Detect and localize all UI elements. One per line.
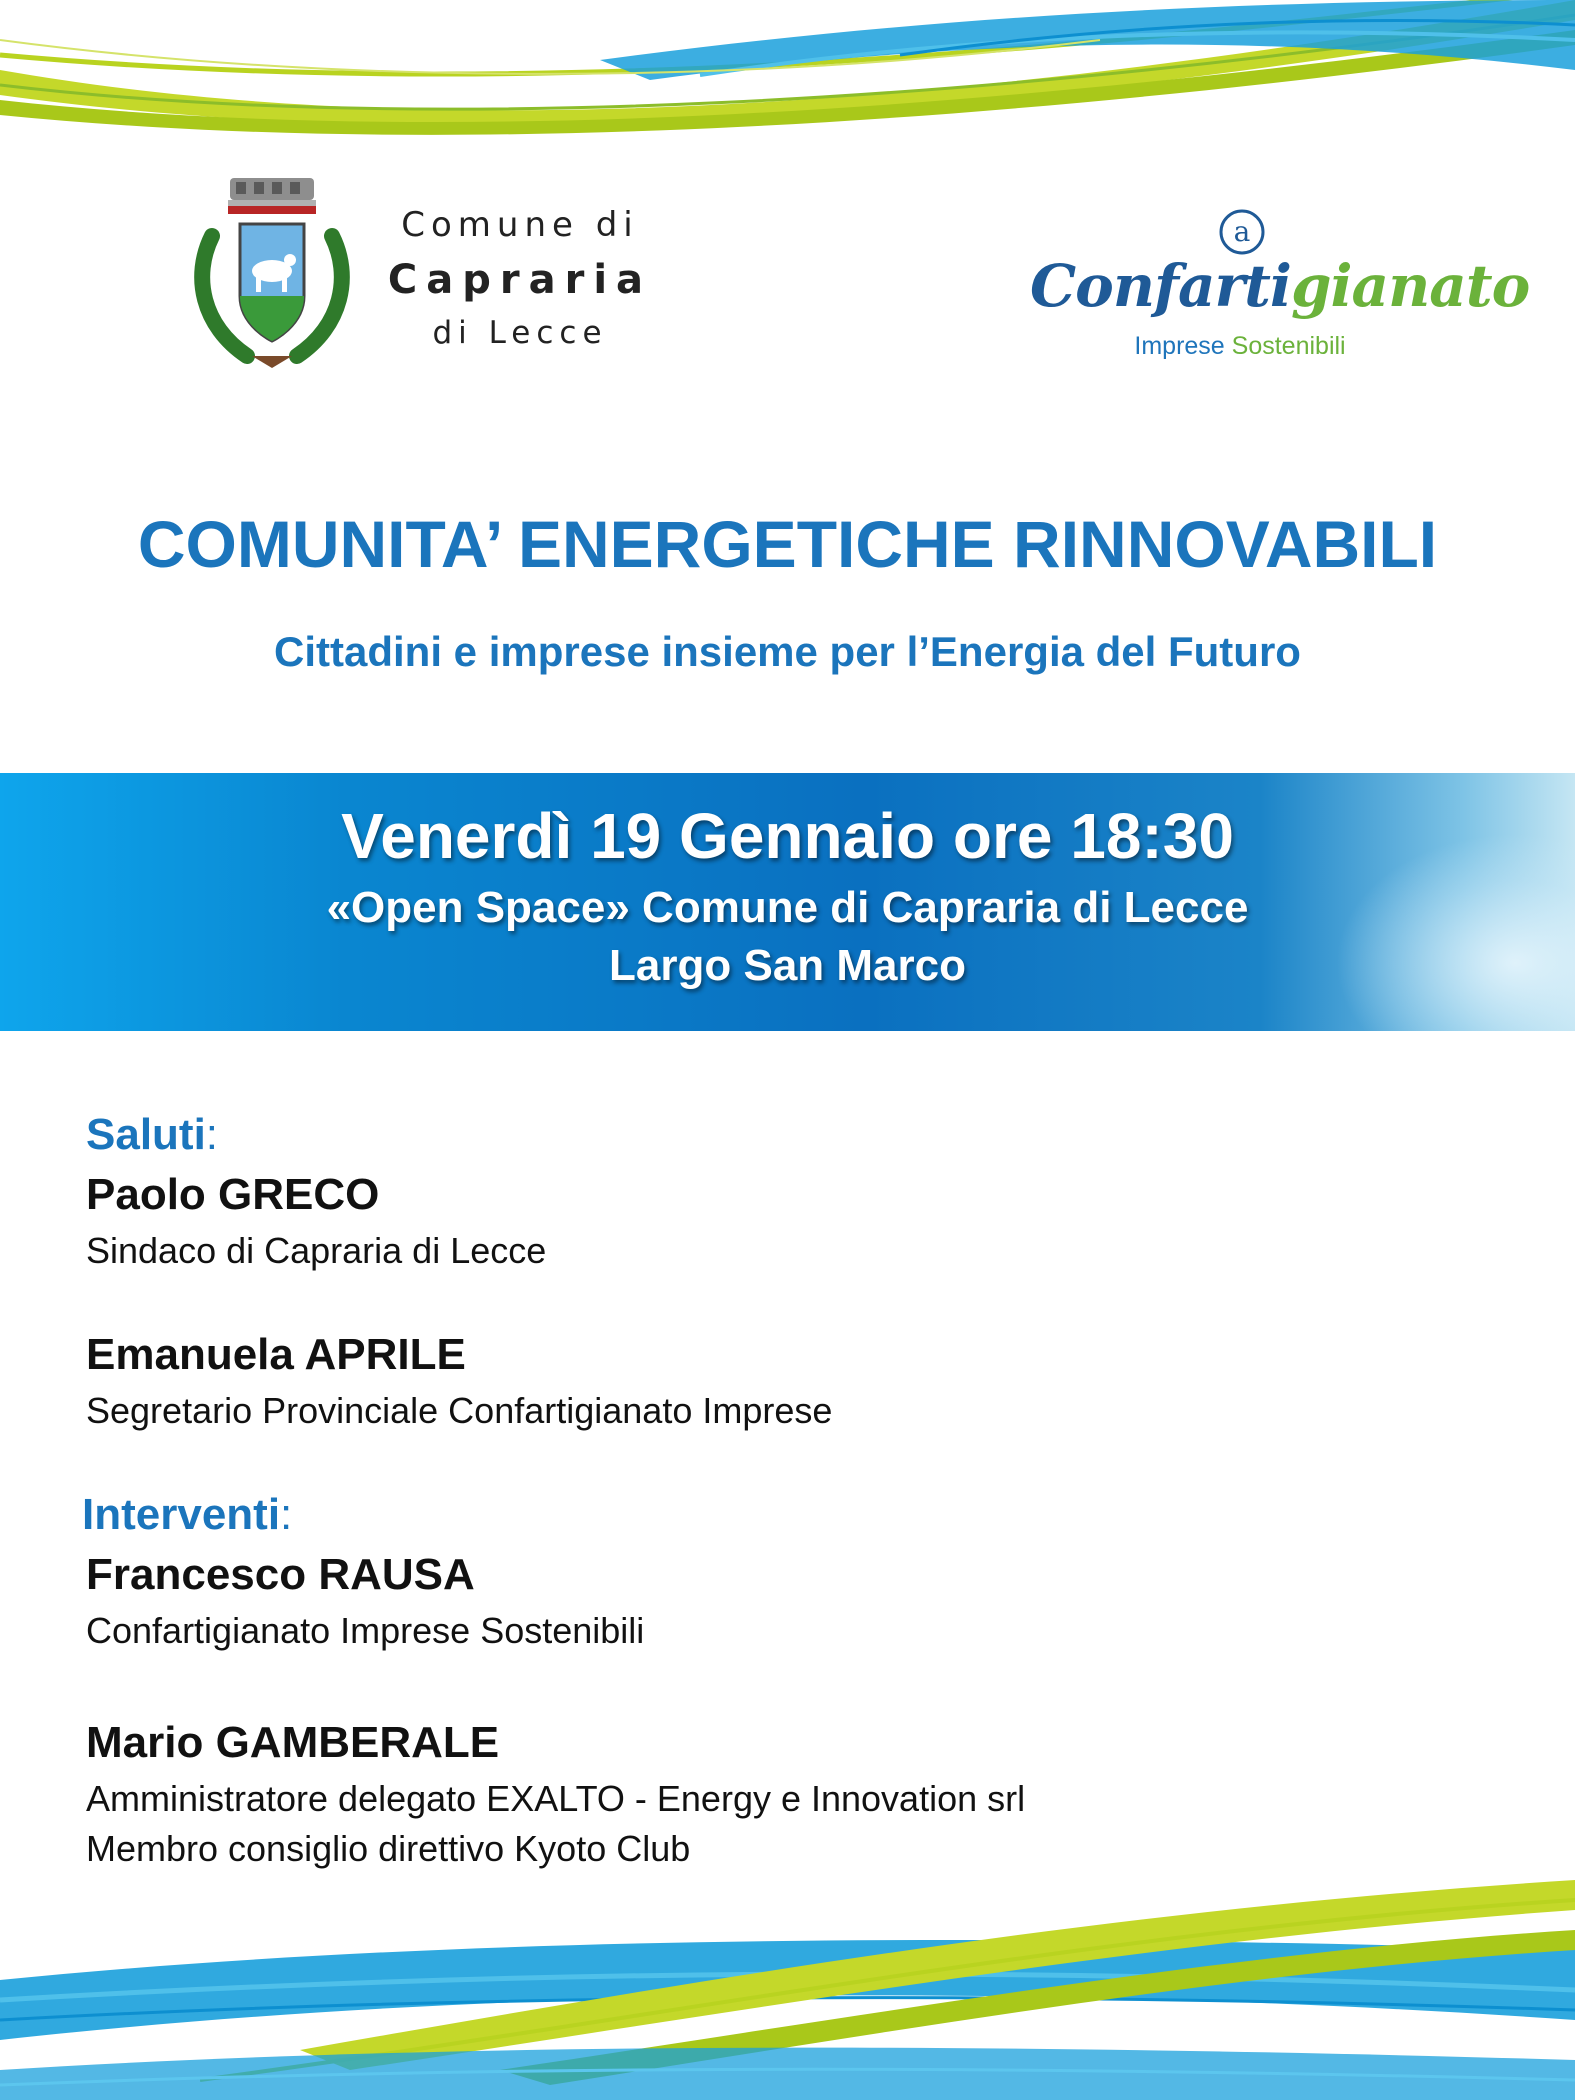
speaker-role-2: Segretario Provinciale Confartigianato Imprese	[86, 1390, 833, 1431]
saluti-colon: :	[205, 1110, 219, 1159]
subtitle-part-2: Sostenibili	[1231, 332, 1346, 360]
speaker-name-3: Francesco RAUSA	[86, 1550, 475, 1599]
confartigianato-logo	[1030, 208, 1530, 368]
page-title: COMUNITA’ ENERGETICHE RINNOVABILI	[137, 507, 1438, 581]
comune-line-2: Capraria	[387, 257, 653, 303]
confartigianato-wordmark	[1030, 252, 1530, 320]
comune-coat-of-arms-logo	[192, 176, 352, 376]
saluti-label	[86, 1110, 218, 1160]
top-swoosh-decoration	[0, 0, 1575, 150]
speaker-name-2: Emanuela APRILE	[86, 1330, 466, 1379]
subtitle-part-1: Imprese	[1134, 332, 1232, 360]
comune-name-block	[370, 205, 670, 351]
event-date: Venerdì 19 Gennaio ore 18:30	[341, 800, 1234, 872]
speaker-role-4: Amministratore delegato EXALTO - Energy e Innovation srl	[86, 1778, 1026, 1819]
wordmark-part-1: Confarti	[1030, 252, 1291, 320]
svg-text:a: a	[1233, 215, 1251, 248]
speaker-role-3: Confartigianato Imprese Sostenibili	[86, 1610, 645, 1651]
comune-line-1: Comune di	[401, 205, 639, 245]
speaker-name-1: Paolo GRECO	[86, 1170, 380, 1219]
wordmark-part-2: gianato	[1290, 252, 1530, 320]
interventi-label	[82, 1490, 292, 1540]
speaker-role-1: Sindaco di Capraria di Lecce	[86, 1230, 547, 1271]
page-subtitle: Cittadini e imprese insieme per l’Energia del Futuro	[274, 628, 1301, 675]
event-banner	[0, 773, 1575, 1031]
event-address: Largo San Marco	[609, 941, 966, 990]
event-place: «Open Space» Comune di Capraria di Lecce	[326, 883, 1249, 932]
confartigianato-subtitle	[1030, 332, 1450, 361]
speaker-role-4b: Membro consiglio direttivo Kyoto Club	[86, 1828, 691, 1869]
interventi-colon: :	[280, 1490, 293, 1539]
saluti-label-text: Saluti	[86, 1110, 206, 1159]
comune-line-3: di Lecce	[432, 315, 608, 351]
speaker-name-4: Mario GAMBERALE	[86, 1718, 500, 1767]
bottom-swoosh-decoration	[0, 1870, 1575, 2100]
at-sign-icon	[1218, 208, 1266, 256]
interventi-label-text: Interventi	[82, 1490, 281, 1539]
